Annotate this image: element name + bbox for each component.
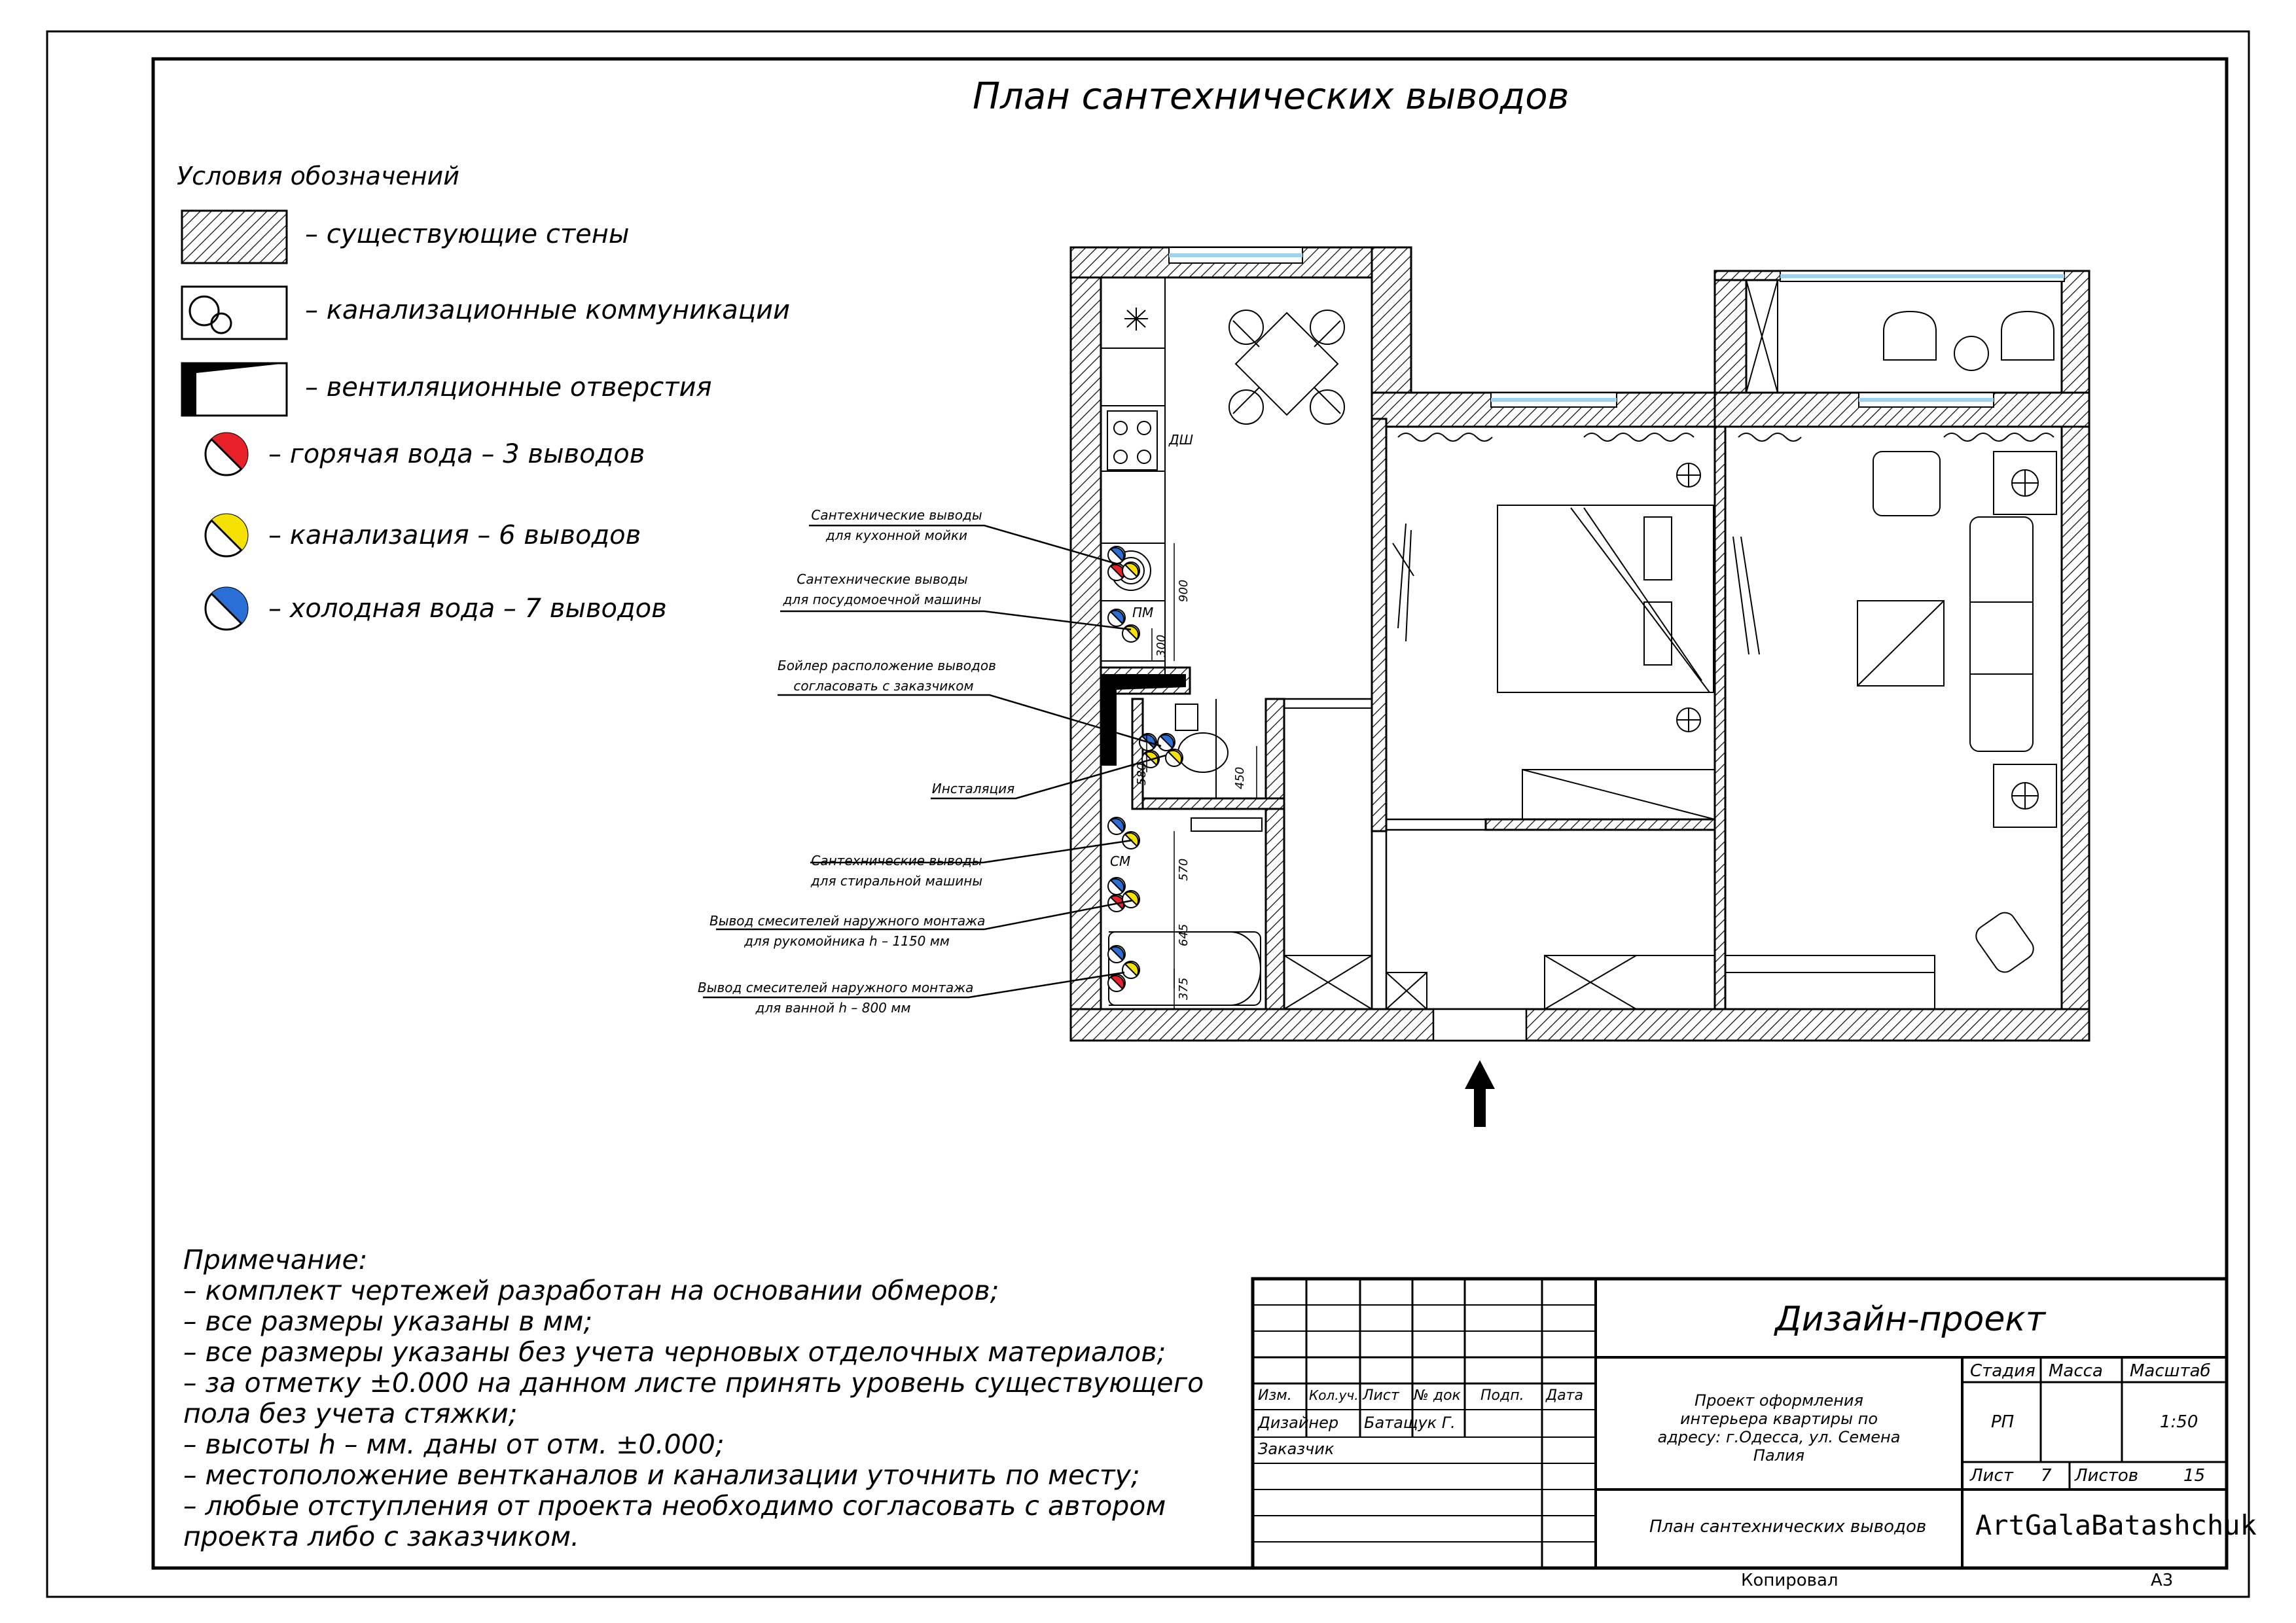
legend-label-sewer: – канализационные коммуникации [305,295,790,325]
outlet-bath-cold [1108,946,1125,963]
note-line: – местоположение вентканалов и канализации уточнить по месту; [183,1459,1140,1491]
project-title: Дизайн-проект [1775,1300,2046,1339]
outlet-dw-sewer [1122,625,1139,642]
project-desc-line: Палия [1753,1446,1805,1465]
callout-installation [931,779,1016,799]
outlet-boiler-cold-2 [1158,734,1175,751]
callout-line: Сантехнические выводы [797,571,968,587]
callout-line: для рукомойника h – 1150 мм [744,933,950,949]
legend-label-hot: – горячая вода – 3 выводов [268,439,645,469]
page-title: План сантехнических выводов [973,75,1570,118]
note-line: – любые отступления от проекта необходимо согласовать с автором [183,1490,1166,1522]
entrance-door [1433,1009,1526,1041]
wall-bath-east [1266,699,1284,1009]
sheet-label: Лист [1970,1466,2013,1486]
stage-value: РП [1991,1412,2015,1432]
legend-symbols [182,211,287,630]
sheet-name: План сантехнических выводов [1649,1517,1927,1537]
format-label: А3 [2151,1571,2174,1590]
scale-header: Масштаб [2130,1361,2211,1381]
note-line: – за отметку ±0.000 на данном листе принять уровень существующего [183,1367,1204,1399]
header-podp: Подп. [1480,1387,1524,1404]
sheets-label: Листов [2075,1466,2139,1486]
wall-balcony-east [2062,271,2089,1041]
header-izm: Изм. [1258,1387,1292,1404]
callout-line: Вывод смесителей наружного монтажа [698,980,974,995]
note-line: проекта либо с заказчиком. [183,1521,580,1552]
callout-bath [698,978,974,1018]
note-line: пола без учета стяжки; [183,1398,518,1429]
callout-line: Инсталяция [931,781,1015,796]
sheets-total: 15 [2183,1466,2206,1486]
dim-450: 450 [1233,766,1247,789]
legend-label-sewer-outlet: – канализация – 6 выводов [268,520,641,550]
notes-block [183,1245,1204,1552]
legend-vent-symbol [182,363,287,416]
legend-label-walls: – существующие стены [305,219,630,249]
note-line: – все размеры указаны без учета черновых отделочных материалов; [183,1336,1166,1368]
legend-wall-symbol [182,211,287,263]
label-dw-kitchen: ДШ [1169,432,1194,448]
wall-installation [1132,699,1143,809]
project-desc-line: интерьера квартиры по [1679,1410,1878,1428]
callout-line: Сантехнические выводы [811,853,982,868]
callout-line: Сантехнические выводы [811,507,982,523]
dim-570: 570 [1177,858,1191,881]
sheet-number: 7 [2041,1466,2052,1486]
legend-sewer-outlet-symbol [206,514,248,556]
bedroom-furniture [1386,463,1715,1009]
outlet-sink-sewer [1122,562,1139,579]
project-desc-line: Проект оформления [1695,1391,1863,1410]
wall-bath-mid [1132,798,1284,809]
dim-645: 645 [1177,923,1191,946]
label-washing-machine: СМ [1110,853,1131,869]
callout-dishwasher [780,569,984,610]
legend-label-vent: – вентиляционные отверстия [305,372,712,402]
floor-plan [1071,247,2089,1041]
company-name: ArtGalaBatashchuk [1975,1509,2257,1541]
legend-heading: Условия обозначений [177,162,459,190]
outlet-wm-cold [1108,817,1125,834]
outlet-inst-sewer-2 [1166,749,1183,766]
callout-line: для кухонной мойки [825,527,968,543]
room-outlines [1101,277,2062,1009]
note-line: – высоты h – мм. даны от отм. ±0.000; [183,1429,725,1460]
notes-heading: Примечание: [183,1244,368,1275]
wall-partition-bedroom [1372,419,1386,831]
legend-cold-water-symbol [206,587,248,630]
entrance-arrow [1465,1060,1495,1127]
stage-header: Стадия [1970,1361,2036,1381]
project-description [1597,1391,1961,1465]
callout-line: Вывод смесителей наружного монтажа [709,913,986,929]
dim-300: 300 [1155,634,1168,657]
legend-label-cold: – холодная вода – 7 выводов [268,594,667,624]
outlet-basin-cold [1108,878,1125,895]
wall-partition-mid [1486,819,1715,830]
wall-partition-living [1715,427,1725,1009]
outlet-basin-sewer [1122,891,1139,908]
dim-900: 900 [1177,579,1191,602]
project-desc-line: адресу: г.Одесса, ул. Семена [1657,1428,1901,1446]
wall-south [1071,1009,2089,1041]
dim-580: 580 [1135,762,1149,785]
vent-opening-2 [1101,707,1117,766]
callout-kitchen-sink [809,505,984,546]
designer-name: Батащук Г. [1364,1414,1456,1432]
callout-basin [709,911,984,952]
note-line: – комплект чертежей разработан на основании обмеров; [183,1275,999,1306]
living-furniture [1725,280,2056,1009]
legend-hot-water-symbol [206,433,248,475]
header-list: Лист [1363,1387,1399,1404]
note-line: – все размеры указаны в мм; [183,1306,593,1337]
header-date: Дата [1546,1387,1583,1404]
dim-375: 375 [1177,977,1191,1000]
header-doc: № док [1414,1387,1461,1404]
legend-sewer-symbol [182,287,287,339]
outlet-dw-cold [1108,609,1125,626]
callout-line: для ванной h – 800 мм [755,1000,911,1016]
outlet-bath-sewer [1122,961,1139,978]
header-kol: Кол.уч. [1309,1387,1359,1403]
mass-header: Масса [2049,1361,2103,1381]
copied-label: Копировал [1741,1571,1839,1590]
callout-line: для посудомоечной машины [783,592,982,607]
customer-label: Заказчик [1258,1440,1335,1458]
label-dishwasher: ПМ [1132,605,1154,620]
outlet-bath-hot [1108,974,1125,991]
scale-value: 1:50 [2160,1412,2198,1432]
callout-line: Бойлер расположение выводов [778,658,996,673]
outlet-sink-cold [1108,546,1125,563]
callout-boiler [778,656,996,696]
designer-label: Дизайнер [1258,1414,1339,1432]
wall-kitchen-west [1071,247,1101,1041]
callout-washing-machine [810,851,983,891]
callout-line: согласовать с заказчиком [793,678,974,694]
callout-line: для стиральной машины [810,873,983,889]
